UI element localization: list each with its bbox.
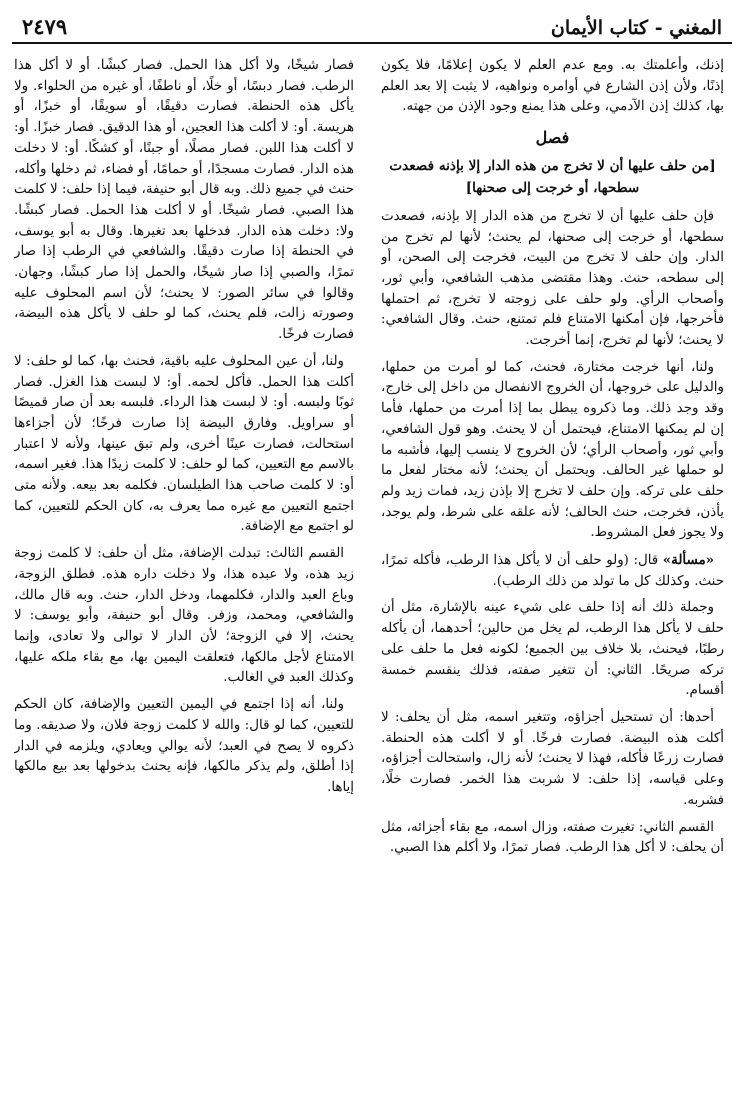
paragraph: القسم الثالث: تبدلت الإضافة، مثل أن حلف: لا كلمت زوجة زيد هذه، ولا عبده هذا، ولا دخلت داره هذه. فطلق الزوجة، وباع العبد والدار، فكلمهما، ودخل الدار، حنث. وبه قال مالك، والشافعي، ومحمد، وزفر. وقال أبو حنيفة، وأبو يوسف: لا يحنث، إلا في الزوجة؛ لأن الدار لا توالى ولا تعادى، وإنما الامتناع لأجل مالكها، فتعلقت اليمين بها، مع بقاء ملكه عليها، وكذلك العبد في الغالب. [14,546,354,686]
paragraph: ولنا، أنها خرجت مختارة، فحنث، كما لو أمرت من حملها، والدليل على خروجها، أن الخروج الانفصال من داخل إلى خارج، وقد وجد ذلك. وما ذكروه يبطل بما إذا أمرت من حملها، فأما إن لم يمكنها الامتناع، فيحتمل أن لا يحنث. وهو قول الشافعي، وأبي ثور، وأصحاب الرأي؛ لأن الخروج لا ينسب إليها، فأشبه ما لو حملها غير الحالف. ويحتمل أن يحنث؛ لأنه مختار لفعل ما حلف على تركه. وإن حلف لا تخرج إلا بإذن زيد، فمات زيد ولم يأذن، فخرجت، حنث الحالف؛ لأنه علقه على شرط، ولم يوجد، ولا يجوز فعل المشروط. [381,359,724,541]
running-title: المغني - كتاب الأيمان [550,17,722,39]
section-subtitle: [من حلف عليها أن لا تخرج من هذه الدار إلا بإذنه فصعدت سطحها، أو خرجت إلى صحنها] [389,157,716,196]
paragraph: وجملة ذلك أنه إذا حلف على شيء عينه بالإشارة، مثل أن حلف لا يأكل هذا الرطب، لم يخل من حالين؛ أحدهما، أن يأكله رطبًا، فيحنث، بلا خلاف بين الجميع؛ لكونه فعل ما حلف على تركه صريحًا. الثاني: أن تتغير صفته، فذلك ينقسم خمسة أقسام. [381,600,724,699]
masala-paragraph [381,550,724,592]
paragraph: إذنك، وأعلمتك به. ومع عدم العلم لا يكون إعلامًا، فلا يكون إذنًا، ولأن إذن الشارع في أوامره ونواهيه، لا يثبت إلا بعد العلم بها، كذلك إذن الآدمي، وعلى هذا يمنع وجود الإذن من جهته. [381,58,724,115]
section-title: فصل [535,128,570,148]
paragraph: أحدها: أن تستحيل أجزاؤه، وتتغير اسمه، مثل أن يحلف: لا أكلت هذه البيضة. فصارت فرخًا. أو لا أكلت هذه الحنطة. فصارت زرعًا فأكله، فهذا لا يحنث؛ لأنه زال، واستحالت أجزاؤه، وعلى قياسه، إذا حلف: لا شربت هذا الخمر. فصارت خلًا، فشربه. [381,709,724,808]
right-column [381,56,724,1082]
masala-text: قال: (ولو حلف أن لا يأكل هذا الرطب، فأكله تمرًا، حنث. وكذلك كل ما تولد من ذلك الرطب). [381,553,724,589]
page-number: ٢٤٧٩ [22,14,68,39]
paragraph: فإن حلف عليها أن لا تخرج من هذه الدار إلا بإذنه، فصعدت سطحها، أو خرجت إلى صحنها، لم يحنث؛ لأنها لم تخرج من الدار. وإن حلف لا تخرج من البيت، فخرجت إلى الصحن، أو إلى سطحه، حنث. وهذا مقتضى مذهب الشافعي، وأبي ثور، وأصحاب الرأي. ولو حلف على زوجته لا تخرج، ثم احتملها فأخرجها، فإن أمكنها الامتناع فلم تمتنع، حنث. وقال الشافعي: لا يحنث؛ لأنها لم تخرج، إنما أخرجت. [381,208,724,349]
page-header [12,12,732,44]
paragraph: فصار شيخًا، ولا أكل هذا الحمل. فصار كبشًا. أو لا أكل هذا الرطب. فصار دبسًا، أو خلًا، أو ناطفًا، أو غيره من الحلواء. ولا يأكل هذه الحنطة. فصارت دقيقًا، أو سويقًا، أو خبزًا، أو هريسة. أو: لا أكلت هذا العجين، أو هذا الدقيق. فصار خبزًا. أو: لا أكلت هذا اللبن. فصار مصلًا، أو جبنًا، أو كشكًا. أو: لا دخلت هذه الدار. فصارت مسجدًا، أو حمامًا، أو فضاء، ثم دخلها وأكله، حنث في جميع ذلك. وبه قال أبو حنيفة، فيما إذا حلف: لا كلمت هذا الصبي. فصار شيخًا. أو لا أكلت هذا الحمل. فصار كبشًا. ولا: دخلت هذه الدار. فدخلها بعد تغيرها. وقال به أبو يوسف، في الحنطة إذا صارت دقيقًا. والشافعي في الرطب إذا صار تمرًا، والصبي إذا صار شيخًا، والحمل إذا صار كبشًا، وجهان. وقالوا في سائر الصور: لا يحنث؛ لأن اسم المحلوف عليه وصورته زالت، فلم يحنث، كما لو حلف لا يأكل هذه البيضة، فصارت فرخًا. [14,58,354,343]
masala-label: «مسألة» [662,552,714,569]
paragraph: ولنا، أنه إذا اجتمع في اليمين التعيين والإضافة، كان الحكم للتعيين، كما لو قال: والله لا كلمت زوجة فلان، ولا صديقه. وما ذكروه لا يصح في العبد؛ لأنه يوالي ويعادي، ويلزمه في الدار إذا أطلق، ولم يذكر مالكها، فإنه يحنث بدخولها بعد بيع مالكها إياها. [14,697,354,795]
left-column [14,56,354,1082]
paragraph: القسم الثاني: تغيرت صفته، وزال اسمه، مع بقاء أجزائه، مثل أن يحلف: لا أكل هذا الرطب. فصار تمرًا، ولا أكلم هذا الصبي. [381,819,724,856]
paragraph: ولنا، أن عين المحلوف عليه باقية، فحنث بها، كما لو حلف: لا أكلت هذا الحمل. فأكل لحمه. أو: لا لبست هذا الغزل. فصار ثوبًا ولبسه. أو: لا لبست هذا الرداء. فلبسه بعد أن صار قميصًا أو سراويل. وفارق البيضة إذا صارت فرخًا؛ لأن أجزاءها استحالت، فصارت عينًا أخرى، ولم تبق عينها، ولأنه لا اعتبار بالاسم مع التعيين، كما لو حلف: لا كلمت زيدًا هذا. فغير اسمه، أو: لا كلمت صاحب هذا الطيلسان. فكلمه بعد بيعه. ولأنه متى اجتمع التعيين مع غيره مما يعرف به، كان الحكم للتعيين، كما لو اجتمع مع الإضافة. [14,353,354,535]
